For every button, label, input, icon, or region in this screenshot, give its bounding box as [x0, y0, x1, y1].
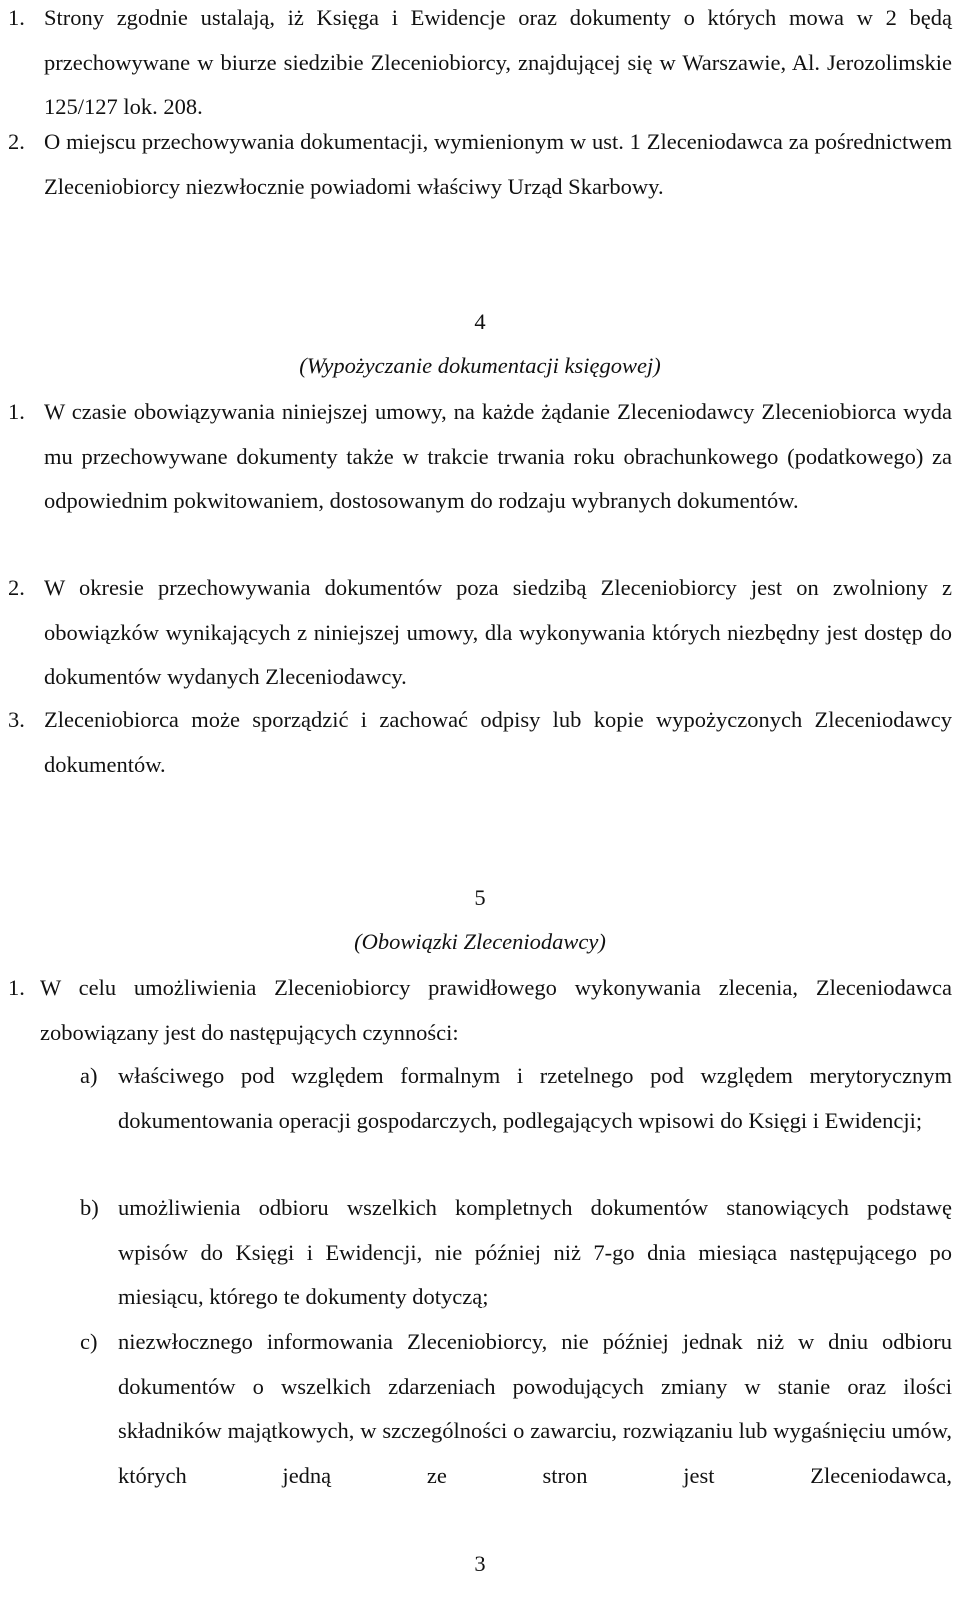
paragraph-number: 2.	[8, 575, 25, 600]
section-number: 5	[474, 885, 486, 910]
list-item-c	[80, 1320, 952, 1498]
paragraph-text: O miejscu przechowywania dokumentacji, wymienionym w ust. 1 Zleceniodawca za pośrednictwem Zleceniobiorcy niezwłocznie powiadomi właściwy Urząd Skarbowy.	[44, 129, 952, 199]
list-item-text: właściwego pod względem formalnym i rzetelnego pod względem merytorycznym dokumentowania operacji gospodarczych, podlegających wpisowi do Księgi i Ewidencji;	[118, 1063, 952, 1133]
paragraph-text: W okresie przechowywania dokumentów poza siedzibą Zleceniobiorcy jest on zwolniony z obowiązków wynikających z niniejszej umowy, dla wykonywania których niezbędny jest dostęp do dokumentów wydanych Zleceniodawcy.	[44, 575, 952, 689]
paragraph-number: 1.	[8, 399, 25, 424]
paragraph-4-2	[8, 566, 952, 700]
section-number: 4	[474, 309, 486, 334]
list-item-letter: c)	[80, 1329, 98, 1354]
list-item-b	[80, 1186, 952, 1320]
paragraph-number: 2.	[8, 129, 25, 154]
paragraph-5-1	[8, 966, 952, 1055]
paragraph-text: Zleceniobiorca może sporządzić i zachować odpisy lub kopie wypożyczonych Zleceniodawcy dokumentów.	[44, 707, 952, 777]
list-item-a	[80, 1054, 952, 1143]
paragraph-text: W czasie obowiązywania niniejszej umowy, na każde żądanie Zleceniodawcy Zleceniobiorca wyda mu przechowywane dokumenty także w trakcie trwania roku obrachunkowego (podatkowego) za odpowiednim pokwitowaniem, dostosowanym do rodzaju wybranych dokumentów.	[44, 399, 952, 513]
list-item-letter: b)	[80, 1195, 99, 1220]
paragraph-4-3	[8, 698, 952, 787]
paragraph-text: Strony zgodnie ustalają, iż Księga i Ewidencje oraz dokumenty o których mowa w 2 będą przechowywane w biurze siedzibie Zleceniobiorcy, znajdującej się w Warszawie, Al. Jerozolimskie 125/127 lok. 208.	[44, 5, 952, 119]
paragraph-number: 1.	[8, 5, 25, 30]
paragraph-4-1	[8, 390, 952, 524]
list-item-letter: a)	[80, 1063, 98, 1088]
paragraph-number: 3.	[8, 707, 25, 732]
list-item-text: umożliwienia odbioru wszelkich kompletnych dokumentów stanowiących podstawę wpisów do Księgi i Ewidencji, nie później niż 7-go dnia miesiąca następującego po miesiącu, którego te dokumenty dotyczą;	[118, 1195, 952, 1309]
paragraph-3-1	[8, 0, 952, 130]
list-item-text: niezwłocznego informowania Zleceniobiorcy, nie później jednak niż w dniu odbioru dokumentów o wszelkich zdarzeniach powodujących zmiany w stanie oraz ilości składników majątkowych, w szczególności o zawarciu, rozwiązaniu lub wygaśnięciu umów, których jedną ze stron jest Zleceniodawca,	[118, 1329, 952, 1488]
paragraph-text: W celu umożliwienia Zleceniobiorcy prawidłowego wykonywania zlecenia, Zleceniodawca zobowiązany jest do następujących czynności:	[40, 975, 952, 1045]
paragraph-3-2	[8, 120, 952, 209]
section-title: (Obowiązki Zleceniodawcy)	[354, 929, 606, 954]
page-number: 3	[474, 1551, 486, 1576]
section-title: (Wypożyczanie dokumentacji księgowej)	[299, 353, 661, 378]
paragraph-number: 1.	[8, 975, 25, 1000]
